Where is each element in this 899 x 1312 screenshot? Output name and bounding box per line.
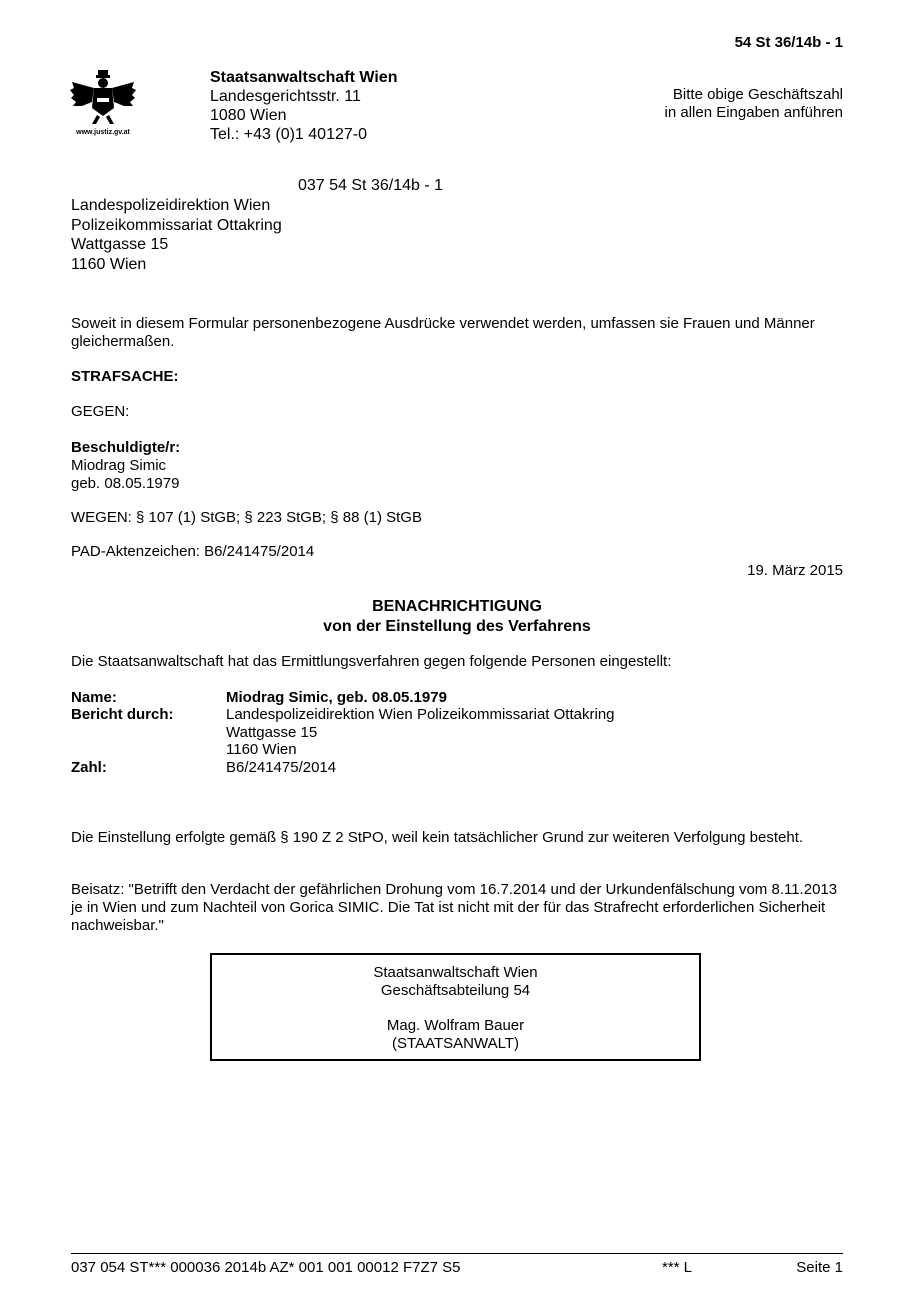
accused-birth: geb. 08.05.1979 (71, 475, 180, 492)
recipient-line: Landespolizeidirektion Wien (71, 197, 271, 214)
recipient-line: Wattgasse 15 (71, 236, 169, 253)
sender-block (210, 68, 397, 144)
sender-street: Landesgerichtsstr. 11 (210, 88, 361, 105)
pad-reference: PAD-Aktenzeichen: B6/241475/2014 (71, 543, 315, 560)
sender-phone: Tel.: +43 (0)1 40127-0 (210, 126, 367, 143)
document-reference-top: 54 St 36/14b - 1 (734, 34, 843, 51)
heading-title: BENACHRICHTIGUNG (372, 598, 542, 615)
sender-name: Staatsanwaltschaft Wien (210, 69, 398, 86)
gegen-label: GEGEN: (71, 403, 130, 420)
hint-line-2: in allen Eingaben anführen (664, 104, 843, 121)
recipient-line: 1160 Wien (71, 255, 147, 273)
strafsache-label: STRAFSACHE: (71, 368, 179, 385)
signature-office: Staatsanwaltschaft Wien (373, 964, 538, 981)
page-number: Seite 1 (796, 1259, 843, 1276)
zahl-value: B6/241475/2014 (226, 759, 337, 776)
logo-url: www.justiz.gv.at (76, 129, 130, 136)
signature-department: Geschäftsabteilung 54 (380, 982, 531, 999)
signature-spacer (212, 1000, 699, 1017)
accused-label: Beschuldigte/r: (71, 439, 181, 456)
intro-text: Die Staatsanwaltschaft hat das Ermittlungsverfahren gegen folgende Personen eingestellt: (71, 653, 672, 670)
heading-subtitle: von der Einstellung des Verfahrens (323, 618, 591, 635)
zahl-label: Zahl: (71, 759, 107, 776)
footer-divider (71, 1253, 843, 1254)
austrian-eagle-emblem-icon (70, 68, 136, 140)
recipient-line: Polizeikommissariat Ottakring (71, 216, 282, 234)
sender-city: 1080 Wien (210, 107, 287, 124)
accused-name: Miodrag Simic (71, 457, 167, 474)
signature-box (210, 953, 701, 1061)
file-number: 037 54 St 36/14b - 1 (298, 177, 443, 194)
closure-reason: Die Einstellung erfolgte gemäß § 190 Z 2 StPO, weil kein tatsächlicher Grund zur weiteren Verfolgung besteht. (71, 829, 804, 846)
gender-note: Soweit in diesem Formular personenbezogene Ausdrücke verwendet werden, umfassen sie Frauen und Männer gleichermaßen. (71, 315, 815, 350)
recipient-address (71, 196, 282, 274)
signature-name: Mag. Wolfram Bauer (386, 1017, 525, 1034)
accused-block (71, 439, 180, 493)
name-value: Miodrag Simic, geb. 08.05.1979 (226, 689, 447, 706)
report-label: Bericht durch: (71, 706, 174, 723)
hint-line-1: Bitte obige Geschäftszahl (672, 86, 843, 103)
report-line: Landespolizeidirektion Wien Polizeikommissariat Ottakring (226, 706, 615, 723)
document-heading (0, 597, 899, 637)
beisatz-note: Beisatz: "Betrifft den Verdacht der gefährlichen Drohung vom 16.7.2014 und der Urkundenfälschung vom 8.11.2013 je in Wien und zum Nachteil von Gorica SIMIC. Die Tat ist nicht mit der für das Strafrecht erforderlichen Sicherheit nachweisbar." (71, 881, 838, 934)
name-label: Name: (71, 689, 117, 706)
report-line: Wattgasse 15 (226, 724, 318, 741)
reference-hint (665, 86, 843, 122)
charges: WEGEN: § 107 (1) StGB; § 223 StGB; § 88 (1) StGB (71, 509, 422, 526)
footer-marker: *** L (662, 1259, 693, 1276)
footer-code: 037 054 ST*** 000036 2014b AZ* 001 001 00012 F7Z7 S5 (71, 1259, 461, 1276)
report-line: 1160 Wien (226, 741, 297, 758)
document-date: 19. März 2015 (747, 562, 843, 579)
signature-title: (STAATSANWALT) (392, 1035, 519, 1052)
